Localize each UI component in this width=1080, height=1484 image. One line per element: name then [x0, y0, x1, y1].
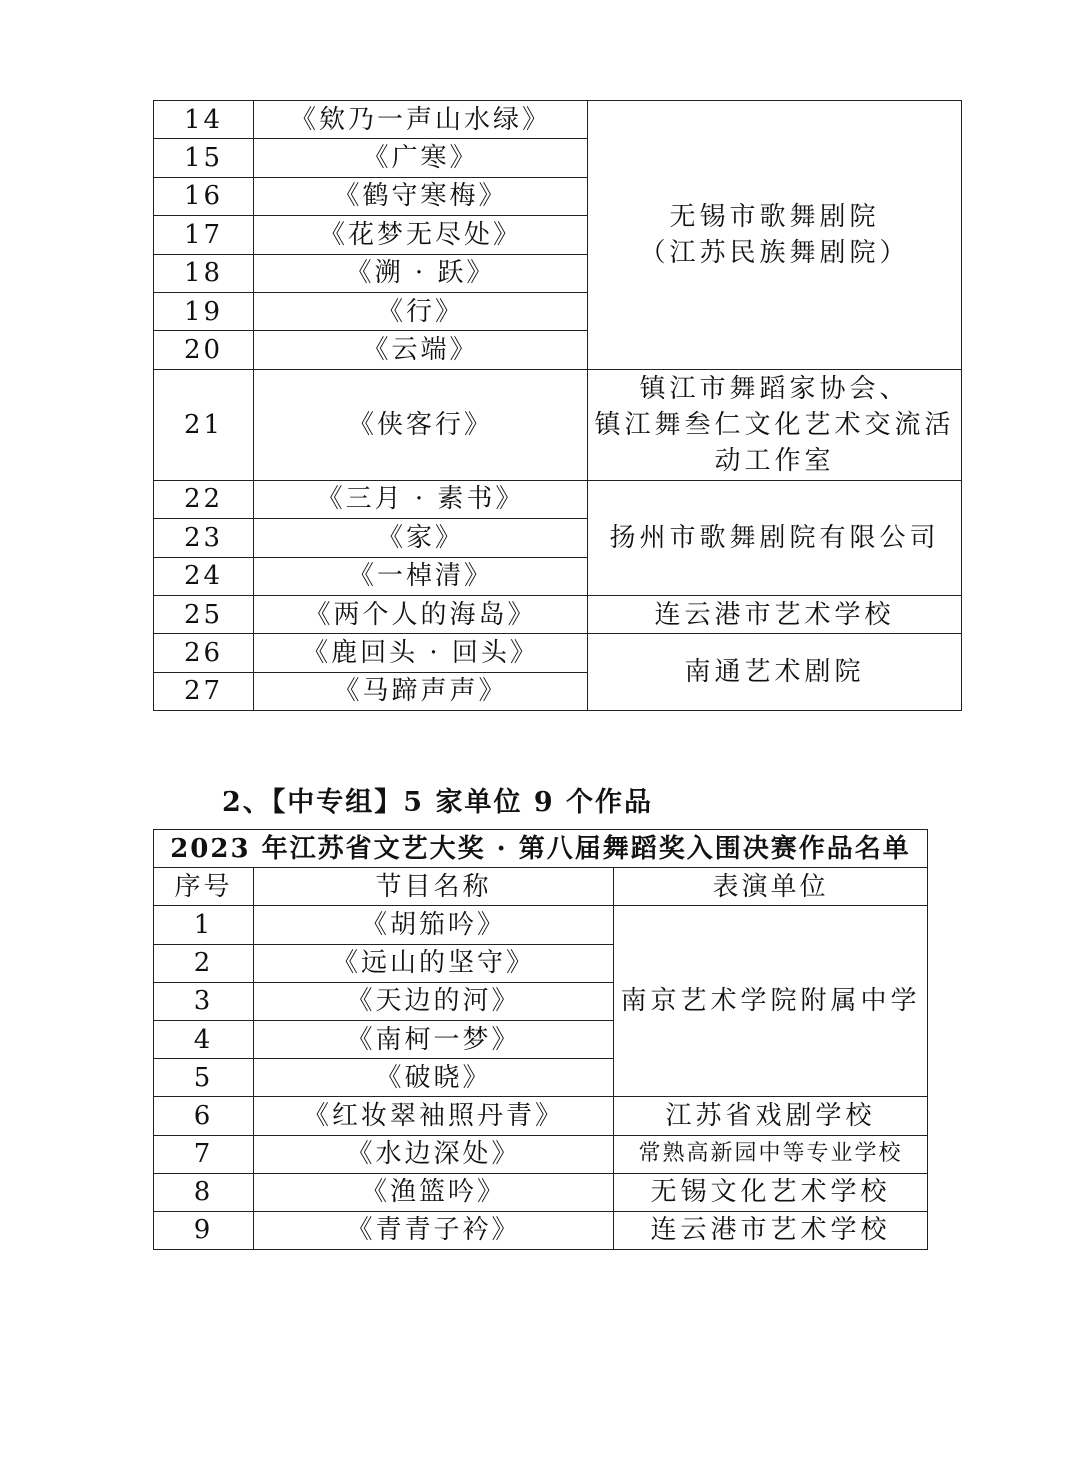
row-number: 25 — [154, 595, 254, 633]
work-title: 《三月 · 素书》 — [254, 480, 588, 518]
table-row — [154, 1211, 928, 1249]
work-title: 《云端》 — [254, 331, 588, 369]
work-title: 《两个人的海岛》 — [254, 595, 588, 633]
work-title: 《青青子衿》 — [254, 1211, 614, 1249]
unit-line: 镇江市舞蹈家协会、 — [639, 373, 910, 404]
column-header-number: 序号 — [154, 868, 254, 906]
work-title: 《广寒》 — [254, 139, 588, 177]
table-row — [154, 1173, 928, 1211]
row-number: 8 — [154, 1173, 254, 1211]
work-title: 《欸乃一声山水绿》 — [254, 101, 588, 139]
table-row — [154, 1097, 928, 1135]
table-row — [154, 906, 928, 944]
work-title: 《天边的河》 — [254, 982, 614, 1020]
row-number: 1 — [154, 906, 254, 944]
performing-unit: 连云港市艺术学校 — [614, 1211, 928, 1249]
finalist-table-continued — [153, 100, 962, 711]
performing-unit — [588, 369, 962, 480]
row-number: 3 — [154, 982, 254, 1020]
work-title: 《渔篮吟》 — [254, 1173, 614, 1211]
row-number: 4 — [154, 1020, 254, 1058]
row-number: 23 — [154, 519, 254, 557]
table-row — [154, 101, 962, 139]
table-row — [154, 634, 962, 672]
work-title: 《花梦无尽处》 — [254, 216, 588, 254]
row-number: 7 — [154, 1135, 254, 1173]
row-number: 19 — [154, 292, 254, 330]
work-title: 《侠客行》 — [254, 369, 588, 480]
row-number: 16 — [154, 177, 254, 215]
table-title: 2023 年江苏省文艺大奖 · 第八届舞蹈奖入围决赛作品名单 — [154, 830, 928, 868]
work-title: 《鹿回头 · 回头》 — [254, 634, 588, 672]
unit-line: 动工作室 — [714, 445, 835, 476]
row-number: 2 — [154, 944, 254, 982]
work-title: 《水边深处》 — [254, 1135, 614, 1173]
table-row — [154, 1135, 928, 1173]
unit-line: 无锡市歌舞剧院 — [669, 201, 880, 232]
row-number: 15 — [154, 139, 254, 177]
performing-unit: 南通艺术剧院 — [588, 634, 962, 711]
work-title: 《胡笳吟》 — [254, 906, 614, 944]
row-number: 22 — [154, 480, 254, 518]
performing-unit: 南京艺术学院附属中学 — [614, 906, 928, 1097]
row-number: 24 — [154, 557, 254, 595]
table-row — [154, 595, 962, 633]
table-header-row — [154, 868, 928, 906]
performing-unit: 无锡文化艺术学校 — [614, 1173, 928, 1211]
row-number: 27 — [154, 672, 254, 710]
work-title: 《南柯一梦》 — [254, 1020, 614, 1058]
column-header-title: 节目名称 — [254, 868, 614, 906]
work-title: 《破晓》 — [254, 1059, 614, 1097]
table-row — [154, 369, 962, 480]
row-number: 18 — [154, 254, 254, 292]
row-number: 14 — [154, 101, 254, 139]
row-number: 17 — [154, 216, 254, 254]
row-number: 5 — [154, 1059, 254, 1097]
unit-line: （江苏民族舞剧院） — [639, 237, 910, 268]
performing-unit — [588, 101, 962, 370]
row-number: 21 — [154, 369, 254, 480]
row-number: 26 — [154, 634, 254, 672]
work-title: 《红妆翠袖照丹青》 — [254, 1097, 614, 1135]
performing-unit: 江苏省戏剧学校 — [614, 1097, 928, 1135]
work-title: 《一棹清》 — [254, 557, 588, 595]
performing-unit: 常熟高新园中等专业学校 — [614, 1135, 928, 1173]
row-number: 9 — [154, 1211, 254, 1249]
work-title: 《鹤守寒梅》 — [254, 177, 588, 215]
section-heading: 2、【中专组】5 家单位 9 个作品 — [222, 787, 654, 818]
column-header-unit: 表演单位 — [614, 868, 928, 906]
work-title: 《远山的坚守》 — [254, 944, 614, 982]
work-title: 《马蹄声声》 — [254, 672, 588, 710]
finalist-table-secondary-group — [153, 829, 928, 1250]
performing-unit: 连云港市艺术学校 — [588, 595, 962, 633]
work-title: 《溯 · 跃》 — [254, 254, 588, 292]
row-number: 6 — [154, 1097, 254, 1135]
work-title: 《家》 — [254, 519, 588, 557]
work-title: 《行》 — [254, 292, 588, 330]
table-row — [154, 480, 962, 518]
unit-line: 镇江舞叁仁文化艺术交流活 — [594, 409, 955, 440]
table-title-row — [154, 830, 928, 868]
performing-unit: 扬州市歌舞剧院有限公司 — [588, 480, 962, 595]
row-number: 20 — [154, 331, 254, 369]
